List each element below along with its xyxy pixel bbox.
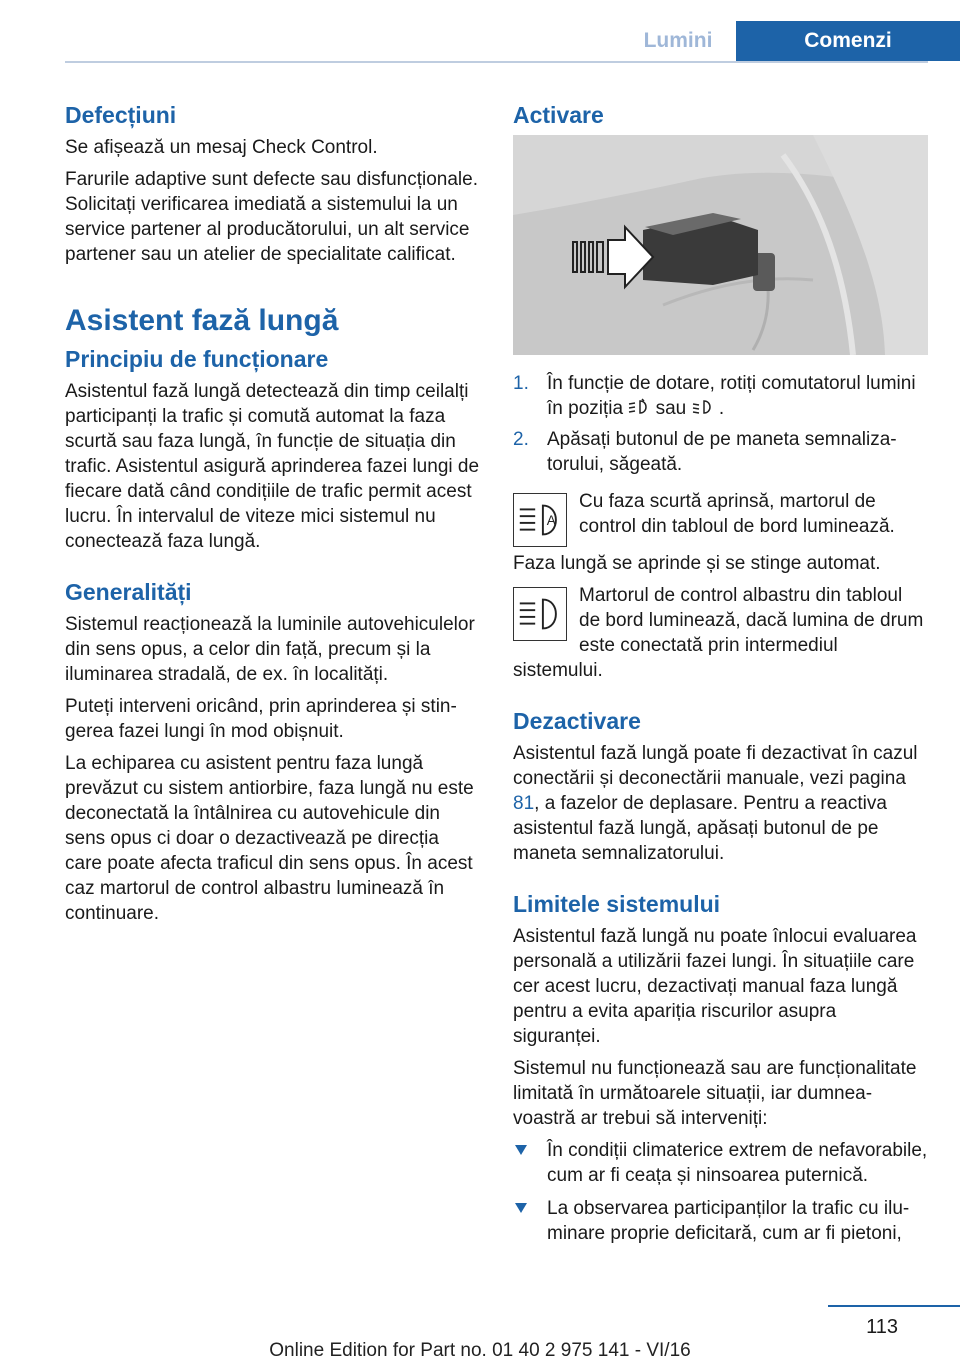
list-item xyxy=(513,1138,928,1188)
chapter-title: Asistent fază lungă xyxy=(65,304,339,337)
list-item-text: În condiții climaterice extrem de nefavorabile, cum ar fi ceața și ninsoarea puternică. xyxy=(547,1140,928,1186)
edition-footer: Online Edition for Part no. 01 40 2 975 141 - VI/16 xyxy=(269,1340,691,1361)
page-number: 113 xyxy=(866,1316,898,1338)
step-text-end: . xyxy=(718,398,725,419)
paragraph: Puteți interveni oricând, prin aprinderea și stingerea fazei lungi în mod obișnuit. xyxy=(65,696,457,742)
paragraph: Farurile adaptive sunt defecte sau disfuncționale. Solicitați verificarea imediată a sistemului la un service partener al producătorului, un alt service partener sau un atelier de specialitate calificat. xyxy=(65,169,478,265)
paragraph xyxy=(513,741,928,866)
activation-steps xyxy=(513,371,928,477)
page-header xyxy=(620,21,960,61)
section-title-generalitati: Generalități xyxy=(65,579,192,605)
indicator-note-2 xyxy=(513,583,928,690)
right-column xyxy=(513,100,928,1254)
list-item xyxy=(513,427,928,477)
bullet-triangle-icon xyxy=(515,1145,527,1155)
indicator-note-1 xyxy=(513,489,928,551)
paragraph: Asistentul fază lungă nu poate înlocui evaluarea personală a utilizării fazei lungi. În situațiile care cer acest lucru, dezactivați manual faza lungă pentru a evita apariția riscurilor asupra siguranței. xyxy=(513,926,917,1047)
bullet-triangle-icon xyxy=(515,1203,527,1213)
step-text-sau: sau xyxy=(655,398,687,419)
section-title-principiu: Principiu de funcționare xyxy=(65,346,329,372)
paragraph: Sistemul reacționează la luminile autovehiculelor din sens opus, a celor din față, precum și la iluminarea stradală, de ex. în localități. xyxy=(65,614,475,685)
low-beam-icon xyxy=(692,398,714,416)
list-item-text: La observarea participanților la trafic cu iluminare proprie deficitară, cum ar fi pietoni, xyxy=(547,1198,910,1244)
section-title-defectiuni: Defecțiuni xyxy=(65,102,177,128)
paragraph: Asistentul fază lungă detectează din timp ceilalți participanți la trafic și comută automat la faza scurtă sau faza lungă, în funcție de situația din trafic. Asistentul asigură aprinderea fazei lungi de fiecare dată când condițiile de trafic permit acest lucru. În intervalul de viteze mici sistemul nu conectează faza lungă. xyxy=(65,381,480,552)
step-text: În funcție de dotare, rotiți comutatorul lumini în poziția xyxy=(547,373,916,419)
tab-lumini[interactable]: Lumini xyxy=(643,29,713,52)
section-title-activare: Activare xyxy=(513,102,604,128)
high-beam-assistant-indicator-icon xyxy=(513,493,567,547)
step-number: 2. xyxy=(513,429,529,450)
left-column xyxy=(65,100,480,933)
text-span: Asistentul fază lungă poate fi dezactivat în cazul conectării și deconectării manuale, vezi pagina xyxy=(513,743,918,789)
auto-light-switch-icon xyxy=(628,398,650,416)
page-link-81[interactable]: 81 xyxy=(513,793,535,814)
paragraph: La echiparea cu asistent pentru faza lungă prevăzut cu sistem antiorbire, faza lungă nu este deconectată la întâlnirea cu autovehicule din sens opus ci doar o dezactivează pe direcția care poate afecta traficul din sens opus. În acest caz martorul de control albastru luminează în continuare. xyxy=(65,753,474,924)
step-text: Apăsați butonul de pe maneta semnalizatorului, săgeată. xyxy=(547,429,897,475)
header-divider xyxy=(65,61,928,63)
paragraph: Sistemul nu funcționează sau are funcționalitate limitată în următoarele situații, iar dumneavoastră ar trebui să interveniți: xyxy=(513,1058,917,1129)
paragraph: Faza lungă se aprinde și se stinge automat. xyxy=(513,553,881,574)
turn-signal-lever-photo xyxy=(513,135,928,355)
list-item xyxy=(513,371,928,421)
tab-comenzi[interactable]: Comenzi xyxy=(736,21,960,61)
indicator-text: Martorul de control albastru din tabloul de bord luminează, dacă lumina de drum este conectată prin intermediul sistemului. xyxy=(513,585,924,681)
high-beam-indicator-icon xyxy=(513,587,567,641)
section-title-limitele: Limitele sistemului xyxy=(513,891,721,917)
footer-rule xyxy=(828,1305,960,1307)
list-item xyxy=(513,1196,928,1246)
section-title-dezactivare: Dezactivare xyxy=(513,708,641,734)
step-number: 1. xyxy=(513,373,529,394)
limitations-list xyxy=(513,1138,928,1246)
text-span: , a fazelor de deplasare. Pentru a reactiva asistentul fază lungă, apăsați butonul de pe maneta semnalizatorului. xyxy=(513,793,887,864)
svg-text:A: A xyxy=(546,512,556,528)
paragraph: Se afișează un mesaj Check Control. xyxy=(65,137,378,158)
indicator-text: Cu faza scurtă aprinsă, martorul de control din tabloul de bord luminează. xyxy=(579,491,895,537)
